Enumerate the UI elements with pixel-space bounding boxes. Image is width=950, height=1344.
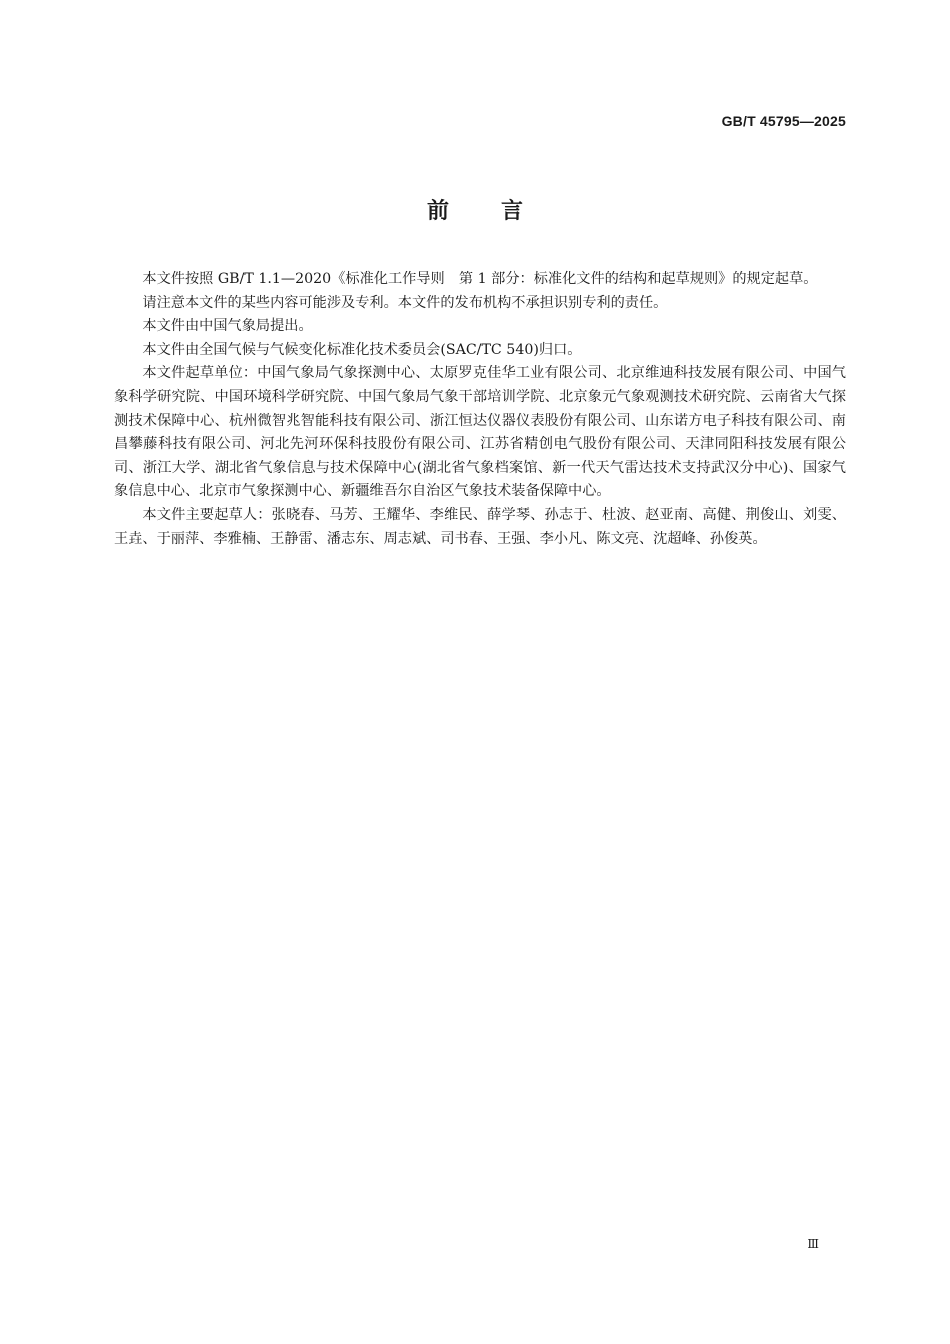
paragraph-drafters: 本文件主要起草人：张晓春、马芳、王耀华、李维民、薛学琴、孙志于、杜波、赵亚南、高健、荆俊山、刘雯、王垚、于丽萍、李雅楠、王静雷、潘志东、周志斌、司书春、王强、李小凡、陈文亮、沈超峰、孙俊英。 (114, 506, 846, 547)
page-title: 前言 (426, 199, 575, 224)
paragraph-patent-notice: 请注意本文件的某些内容可能涉及专利。本文件的发布机构不承担识别专利的责任。 (142, 294, 668, 311)
page-number: Ⅲ (807, 1237, 819, 1251)
paragraph-committee: 本文件由全国气候与气候变化标准化技术委员会(SAC/TC 540)归口。 (142, 341, 582, 358)
foreword-body (114, 268, 846, 551)
paragraph-drafting-rules: 本文件按照 GB/T 1.1—2020《标准化工作导则 第 1 部分：标准化文件的结构和起草规则》的规定起草。 (142, 271, 818, 287)
standard-number: GB/T 45795—2025 (721, 113, 846, 129)
paragraph-drafting-units: 本文件起草单位：中国气象局气象探测中心、太原罗克佳华工业有限公司、北京维迪科技发展有限公司、中国气象科学研究院、中国环境科学研究院、中国气象局气象干部培训学院、北京象元气象观测技术研究院、云南省大气探测技术保障中心、杭州微智兆智能科技有限公司、浙江恒达仪器仪表股份有限公司、山东诺方电子科技有限公司、南昌攀藤科技有限公司、河北先河环保科技股份有限公司、江苏省精创电气股份有限公司、天津同阳科技发展有限公司、浙江大学、湖北省气象信息与技术保障中心(湖北省气象档案馆、新一代天气雷达技术支持武汉分中心)、国家气象信息中心、北京市气象探测中心、新疆维吾尔自治区气象技术装备保障中心。 (114, 365, 846, 500)
paragraph-proposer: 本文件由中国气象局提出。 (142, 318, 313, 335)
